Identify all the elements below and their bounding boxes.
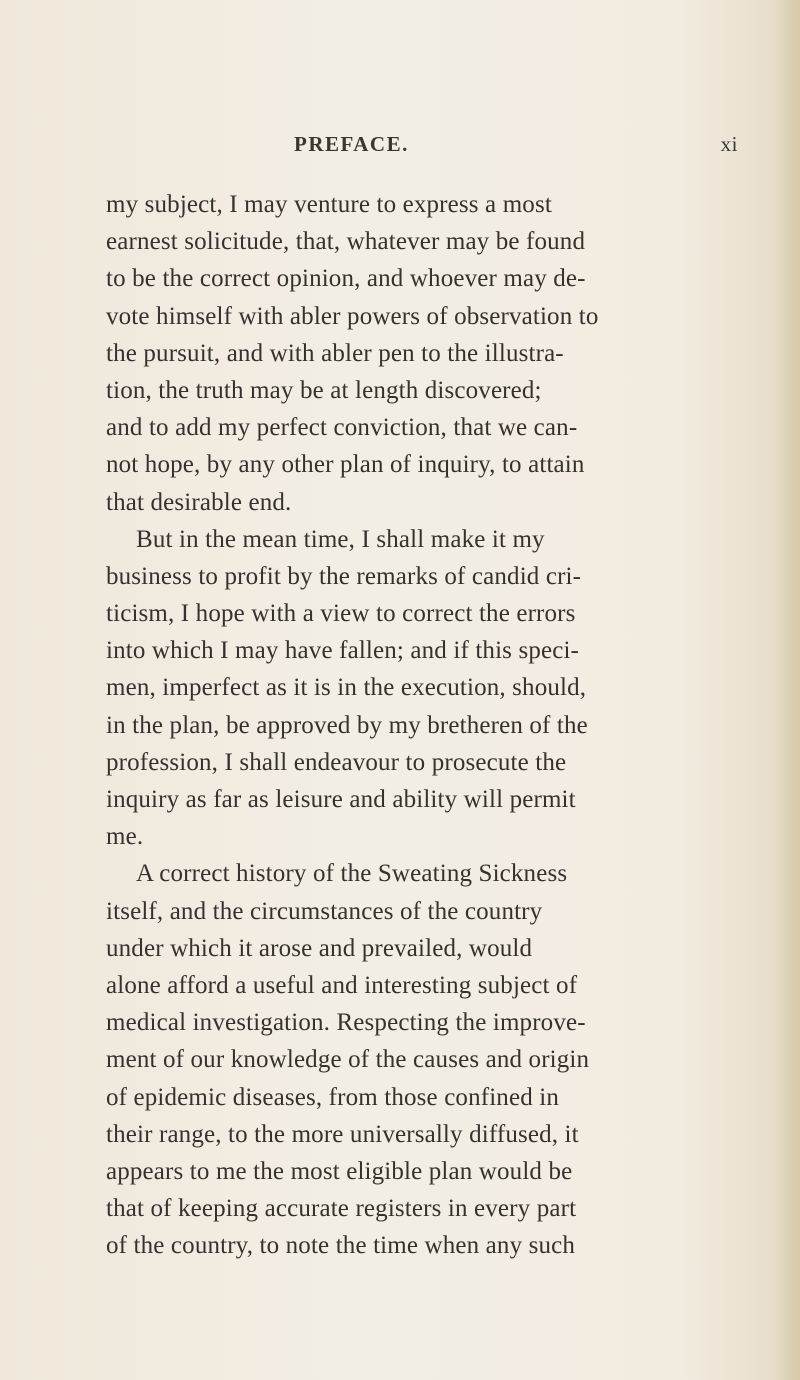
text-line: their range, to the more universally diffused, it	[106, 1120, 579, 1148]
text-line: earnest solicitude, that, whatever may be found	[106, 228, 586, 256]
text-line: me.	[106, 823, 144, 851]
body-text	[106, 186, 746, 1264]
text-line: my subject, I may venture to express a most	[106, 191, 552, 218]
text-line: under which it arose and prevailed, would	[106, 934, 533, 962]
text-line: appears to me the most eligible plan would be	[106, 1157, 573, 1185]
text-line: of epidemic diseases, from those confined in	[106, 1083, 559, 1111]
page-number: xi	[720, 132, 738, 156]
text-line: and to add my perfect conviction, that we can-	[106, 414, 578, 442]
text-line: ticism, I hope with a view to correct the errors	[106, 600, 576, 628]
text-line: profession, I shall endeavour to prosecute the	[106, 748, 567, 776]
text-line: the pursuit, and with abler pen to the illustra-	[106, 339, 564, 367]
paragraph-start-line: But in the mean time, I shall make it my	[136, 525, 545, 553]
text-line: itself, and the circumstances of the country	[106, 897, 543, 925]
text-line: ment of our knowledge of the causes and origin	[106, 1046, 590, 1074]
text-line: inquiry as far as leisure and ability will permit	[106, 786, 576, 813]
text-line: that desirable end.	[106, 488, 292, 516]
text-line: alone afford a useful and interesting subject of	[106, 971, 578, 999]
text-line: to be the correct opinion, and whoever may de-	[106, 265, 586, 293]
text-line: in the plan, be approved by my bretheren of the	[106, 711, 588, 739]
text-line: men, imperfect as it is in the execution, should,	[106, 674, 587, 702]
text-line: vote himself with abler powers of observation to	[106, 302, 599, 330]
text-line: tion, the truth may be at length discovered;	[106, 376, 542, 404]
text-line: into which I may have fallen; and if this speci-	[106, 637, 580, 665]
text-line: of the country, to note the time when any such	[106, 1232, 576, 1260]
text-line: that of keeping accurate registers in every part	[106, 1195, 577, 1223]
running-head	[106, 128, 738, 162]
text-line: not hope, by any other plan of inquiry, to attain	[106, 451, 585, 479]
text-line: business to profit by the remarks of candid cri-	[106, 562, 582, 590]
running-title: PREFACE.	[294, 132, 409, 156]
paragraph-start-line: A correct history of the Sweating Sickness	[136, 860, 568, 888]
page-edge-shadow	[778, 0, 800, 1380]
text-line: medical investigation. Respecting the improve-	[106, 1009, 586, 1037]
